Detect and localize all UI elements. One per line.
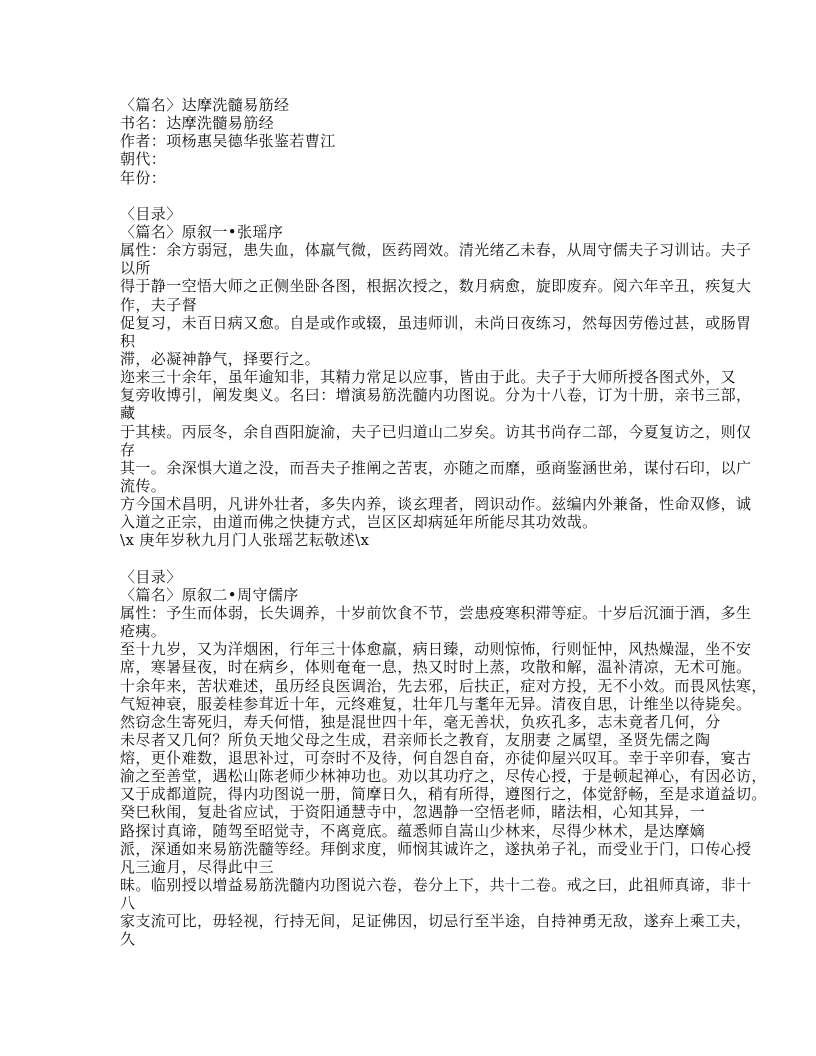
text-line-section-heading: 〈篇名〉原叙二•周守儒序 [120, 585, 299, 604]
text-line: 久 [120, 930, 136, 949]
text-line: 促复习，未百日病又愈。自是或作或辍，虽违师训，未尚日夜练习，然每因劳倦过甚，或肠胃 [120, 313, 752, 332]
text-line: 席，寒暑昼夜，时在病乡，体则奄奄一息，热又时时上蒸，攻散和解，温补清凉，无术可施。 [120, 658, 752, 677]
text-line: 然窃念生寄死归，寿夭何惜，独是混世四十年，毫无善状，负疚孔多，志未竟者几何，分 [120, 712, 721, 731]
document-page [120, 96, 767, 949]
text-line: 癸巳秋闱，复赴省应试，于资阳通慧寺中，忽遇静一空悟老师，睹法相，心知其异，一 [120, 803, 706, 822]
text-line: 迩来三十余年，虽年逾知非，其精力常足以应事，皆由于此。夫子于大师所授各图式外，又 [120, 368, 737, 387]
text-line: 得于静一空悟大师之正侧坐卧各图，根据次授之，数月病愈，旋即废弃。阅六年辛丑，疾复大 [120, 277, 752, 296]
text-line: 昧。临别授以增益易筋洗髓内功图说六卷，卷分上下，共十二卷。戒之曰，此祖师真谛，非十 [120, 876, 752, 895]
text-line: 气短神衰，服姜桂参茸近十年，元终难复，壮年几与耄年无异。清夜自思，计维坐以待毙矣。 [120, 694, 752, 713]
text-line: 又于成都道院，得内功图说一册，简摩日久，稍有所得，遵图行之，体觉舒畅，至是求道益切。 [120, 785, 767, 804]
text-line: 至十九岁，又为洋烟困，行年三十体愈羸，病日臻，动则惊怖，行则怔忡，风热燥湿，坐不安 [120, 640, 752, 659]
text-line: 家支流可比，毋轻视，行持无间，足证佛因，切忌行至半途，自持神勇无敌，遂弃上乘工夫， [120, 912, 752, 931]
text-line-toc-marker: 〈目录〉 [120, 567, 182, 586]
text-line-title-heading: 〈篇名〉达摩洗髓易筋经 [120, 96, 290, 114]
text-line: 路探讨真谛，随驾至昭觉寺，不离竟底。蕴悉师自嵩山少林来，尽得少林术，是达摩嫡 [120, 821, 706, 840]
text-line-section-heading: 〈篇名〉原叙一•张瑶序 [120, 222, 284, 241]
text-line: 属性：余方弱冠，患失血，体羸气微，医药罔效。清光绪乙未春，从周守儒夫子习训诂。夫子 [120, 241, 752, 260]
text-line: 于其椟。丙辰冬，余自酉阳旋渝，夫子已归道山二岁矣。访其书尚存二部，今夏复访之，则仅 [120, 422, 752, 441]
text-line: 疮痍。 [120, 622, 167, 641]
text-line: 派，深通如来易筋洗髓等经。拜倒求度，师悯其诚许之，遂执弟子礼，而受业于门，口传心授 [120, 839, 752, 858]
text-line: 入道之正宗，由道而佛之快捷方式，岂区区却病延年所能尽其功效哉。 [120, 513, 598, 532]
text-line: 流传。 [120, 476, 167, 495]
text-line: 藏 [120, 404, 136, 423]
text-line: 存 [120, 440, 136, 459]
text-line: 其一。余深惧大道之没，而吾夫子推阐之苦衷，亦随之而靡，亟商鉴涵世弟，谋付石印，以广 [120, 458, 752, 477]
text-line: 以所 [120, 259, 151, 278]
blank-line [120, 187, 720, 205]
text-line-author: 作者：项杨惠吴德华张鉴若曹江 [120, 132, 336, 151]
text-line: 方今国术昌明，凡讲外壮者，多失内养，谈玄理者，罔识动作。兹编内外兼备，性命双修，诚 [120, 495, 752, 514]
blank-line [120, 550, 720, 568]
text-line-toc-marker: 〈目录〉 [120, 204, 182, 223]
text-line: 八 [120, 894, 136, 913]
text-line: 熔，更仆难数，退思补过，可奈时不及待，何自怨自奋，亦徒仰屋兴叹耳。幸于辛卯春，宴古 [120, 749, 752, 768]
text-line: 积 [120, 331, 136, 350]
text-line: 未尽者又几何？所负天地父母之生成，君亲师长之教育，友朋妻 之属望，圣贤先儒之陶 [120, 730, 711, 749]
text-line: 作，夫子督 [120, 295, 198, 314]
text-line: 凡三逾月，尽得此中三 [120, 857, 275, 876]
text-line-year: 年份： [120, 168, 167, 187]
text-line: 十余年来，苦状难述，虽历经良医调治，先去邪，后扶正，症对方投，无不小效。而畏风怯寒， [120, 676, 767, 695]
text-line-signature: \x 庚年岁秋九月门人张瑶艺耘敬述\x [120, 531, 370, 550]
text-line: 滞，必凝神静气，择要行之。 [120, 349, 321, 368]
text-line-dynasty: 朝代： [120, 150, 167, 169]
text-line-book-name: 书名：达摩洗髓易筋经 [120, 114, 275, 133]
text-line: 复旁收博引，阐发奥义。名曰：增演易筋洗髓内功图说。分为十八卷，订为十册，亲书三部， [120, 386, 752, 405]
text-line: 属性：予生而体弱，长失调养，十岁前饮食不节，尝患疫寒积滞等症。十岁后沉湎于酒，多生 [120, 603, 752, 622]
text-line: 渝之至善堂，遇松山陈老师少林神功也。劝以其功疗之，尽传心授，于是顿起禅心，有因必访， [120, 767, 767, 786]
